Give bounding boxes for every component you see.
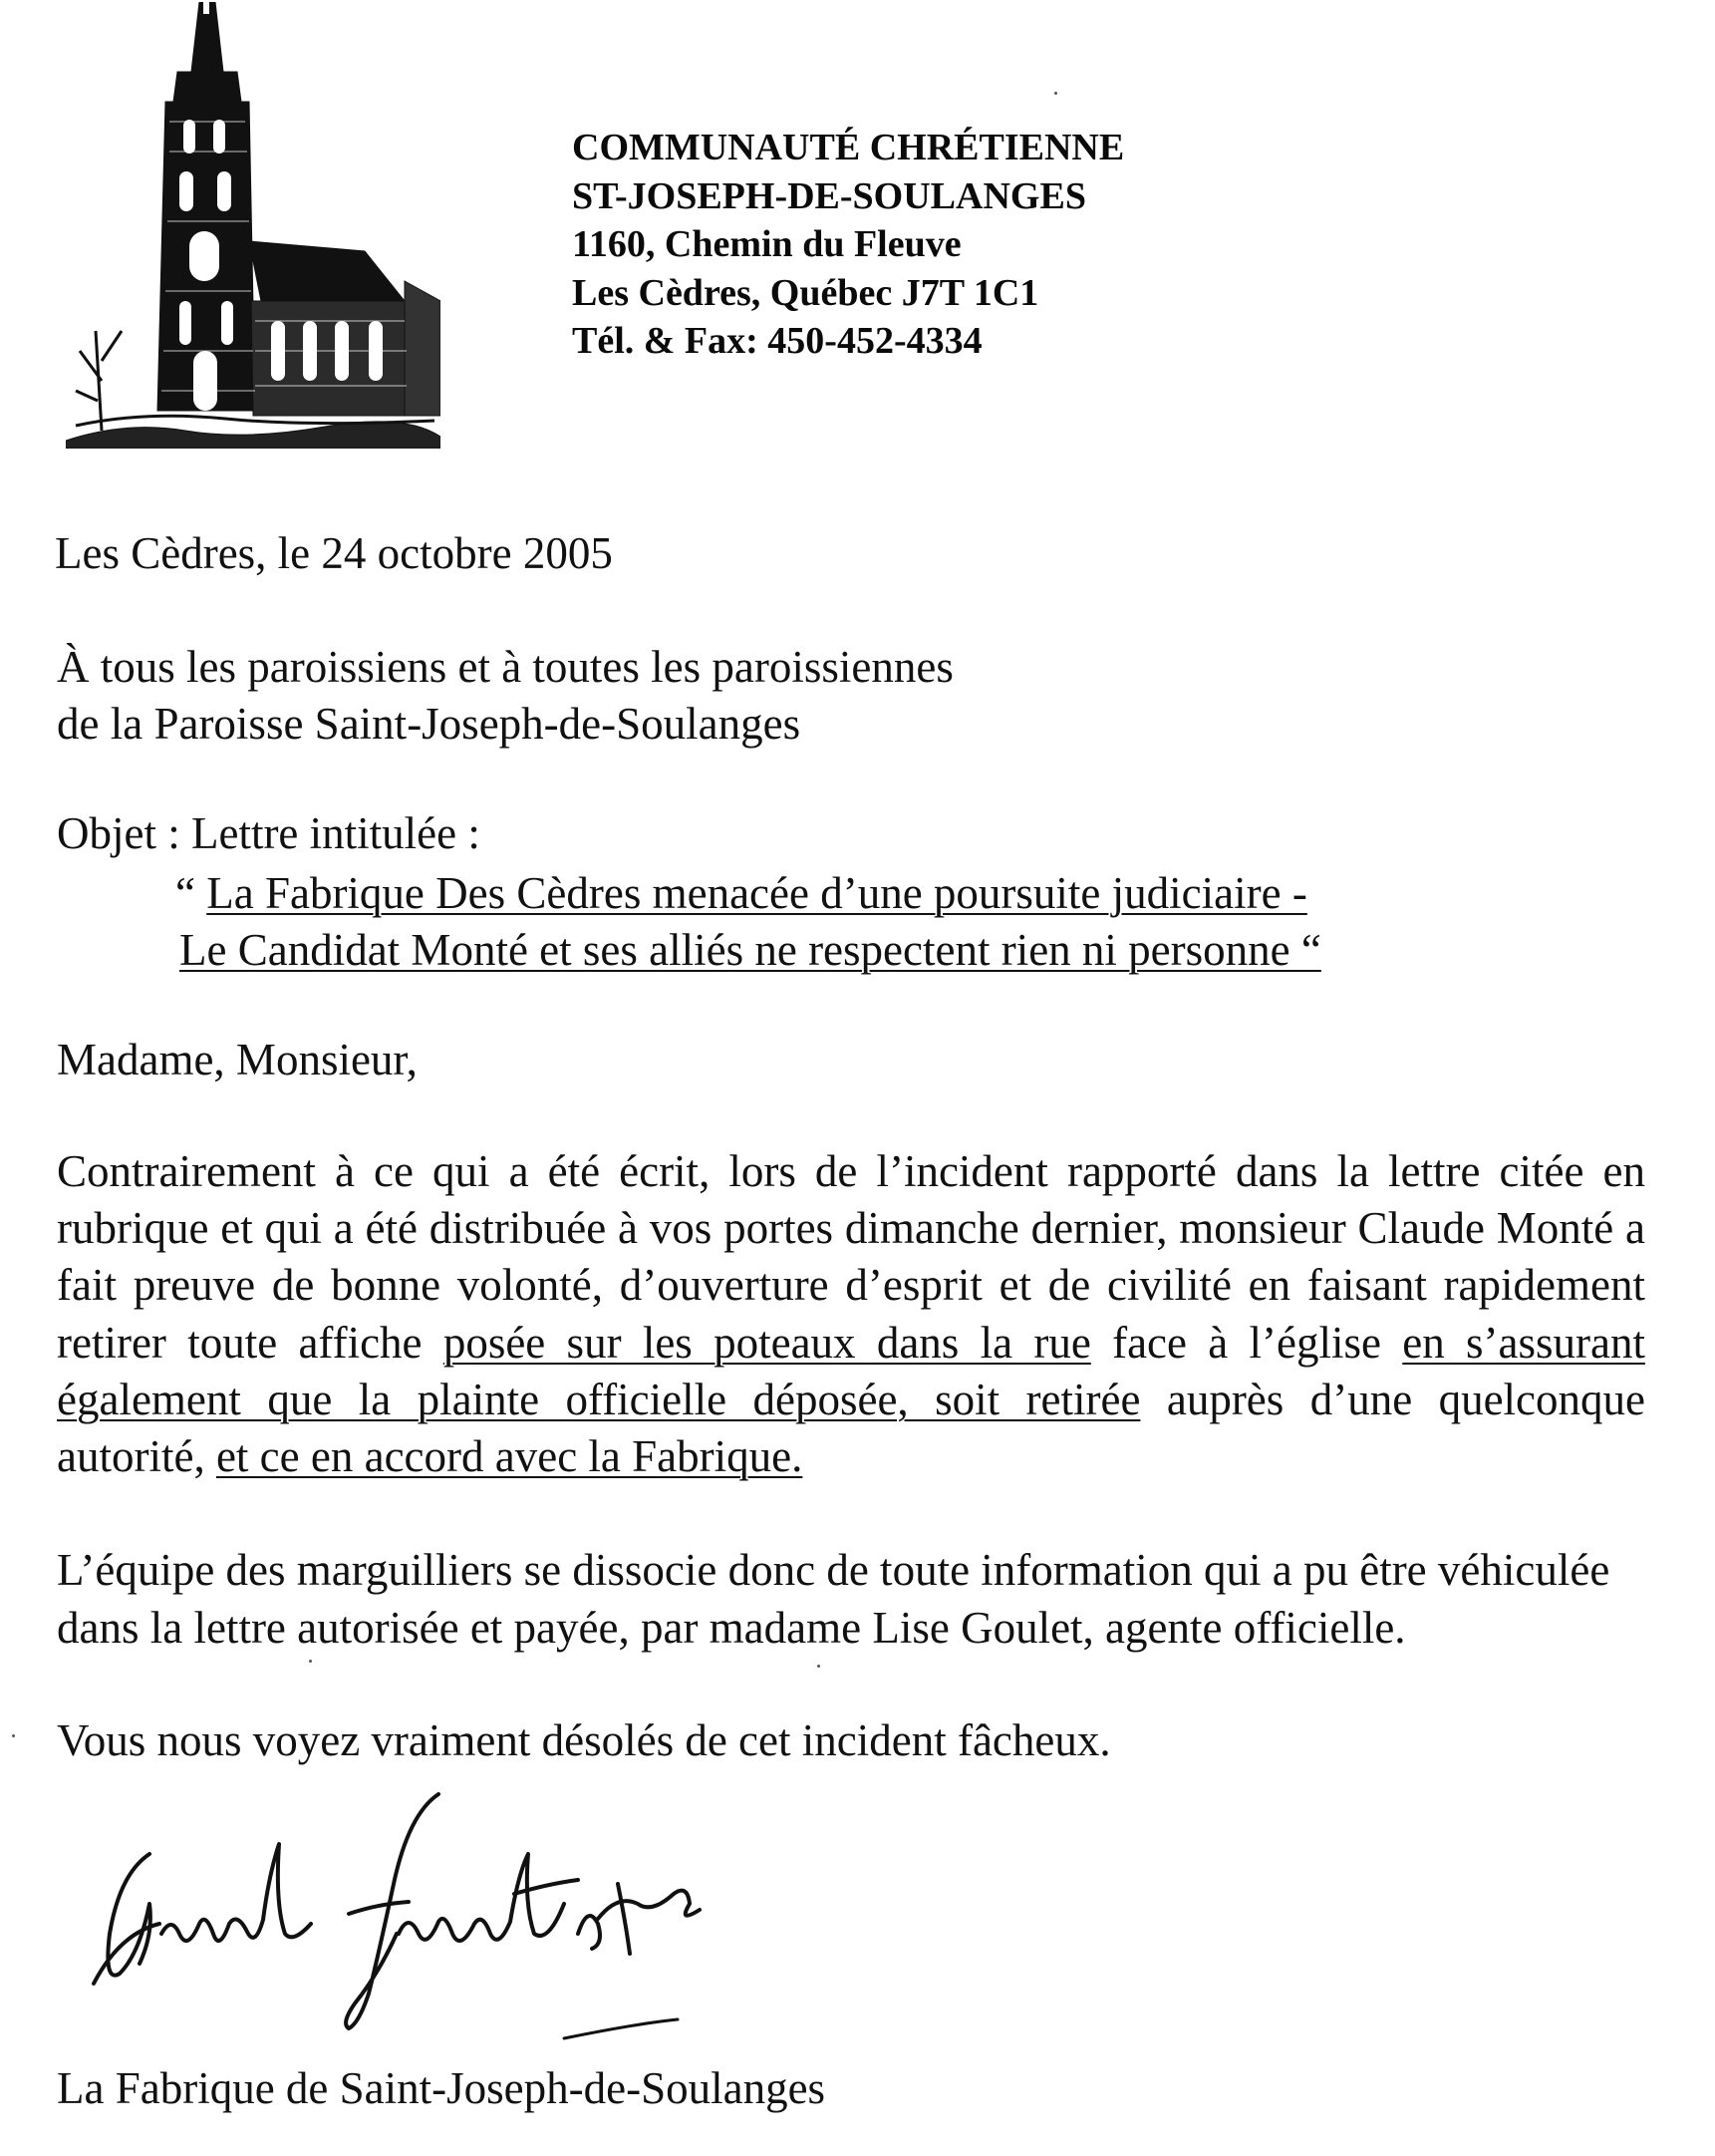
address-city: Les Cèdres, Québec J7T 1C1 bbox=[572, 271, 1039, 314]
scan-speck bbox=[12, 1734, 15, 1737]
body-paragraph-2-line-2: dans la lettre autorisée et payée, par madame Lise Goulet, agente officielle. bbox=[57, 1603, 1406, 1653]
scan-speck bbox=[817, 1665, 820, 1668]
subject-title-text-2: Le Candidat Monté et ses alliés ne respectent rien ni personne “ bbox=[179, 925, 1321, 975]
quote-mark: “ bbox=[175, 868, 207, 918]
address-street: 1160, Chemin du Fleuve bbox=[572, 223, 962, 266]
signatory-name: La Fabrique de Saint-Joseph-de-Soulanges bbox=[57, 2063, 826, 2113]
paragraph-1-text-a: Contrairement à ce qui a été écrit, lors de l’incident rapporté dans la lettre citée en rubrique et qui a été distribuée à vos portes dimanche dernier, monsieur Claude Monté a fait preuve de bonne volonté, d’ouverture d’esprit et de civilité en faisant rapidement retirer toute affiche bbox=[57, 1146, 1645, 1368]
paragraph-1-underlined-a: posée sur les poteaux dans la rue bbox=[442, 1317, 1091, 1368]
scan-speck bbox=[309, 1660, 312, 1663]
recipient-line-1: À tous les paroissiens et à toutes les paroissiennes bbox=[57, 642, 954, 692]
phone-fax: Tél. & Fax: 450-452-4334 bbox=[572, 320, 983, 363]
church-logo-illustration bbox=[66, 2, 440, 449]
organization-name: COMMUNAUTÉ CHRÉTIENNE bbox=[572, 127, 1125, 168]
body-paragraph-2-line-1: L’équipe des marguilliers se dissocie donc de toute information qui a pu être véhiculée bbox=[57, 1545, 1610, 1595]
paragraph-1-text-c: auprès d’une quelconque autorité, bbox=[57, 1374, 1646, 1482]
subject-label: Objet : Lettre intitulée : bbox=[57, 808, 480, 858]
recipient-line-2: de la Paroisse Saint-Joseph-de-Soulanges bbox=[57, 699, 801, 749]
subject-title-line-2 bbox=[179, 922, 1321, 979]
body-paragraph-1 bbox=[57, 1143, 1645, 1485]
paragraph-1-underlined-b: en s’assurant également que la plainte officielle déposée, soit retirée bbox=[57, 1317, 1645, 1424]
parish-name: ST-JOSEPH-DE-SOULANGES bbox=[572, 174, 1086, 217]
paragraph-1-underlined-c: et ce en accord avec la Fabrique. bbox=[215, 1431, 803, 1482]
subject-title-line-1 bbox=[175, 865, 1307, 922]
closing-sentence: Vous nous voyez vraiment désolés de cet incident fâcheux. bbox=[57, 1715, 1111, 1765]
handwritten-signature bbox=[80, 1784, 757, 2043]
salutation: Madame, Monsieur, bbox=[57, 1035, 418, 1084]
letter-date: Les Cèdres, le 24 octobre 2005 bbox=[55, 528, 613, 578]
paragraph-1-text-b: face à l’église bbox=[1090, 1317, 1403, 1368]
subject-title-text-1: La Fabrique Des Cèdres menacée d’une poursuite judiciaire - bbox=[206, 868, 1307, 918]
letterhead bbox=[572, 124, 1124, 366]
scan-speck bbox=[1054, 92, 1057, 95]
